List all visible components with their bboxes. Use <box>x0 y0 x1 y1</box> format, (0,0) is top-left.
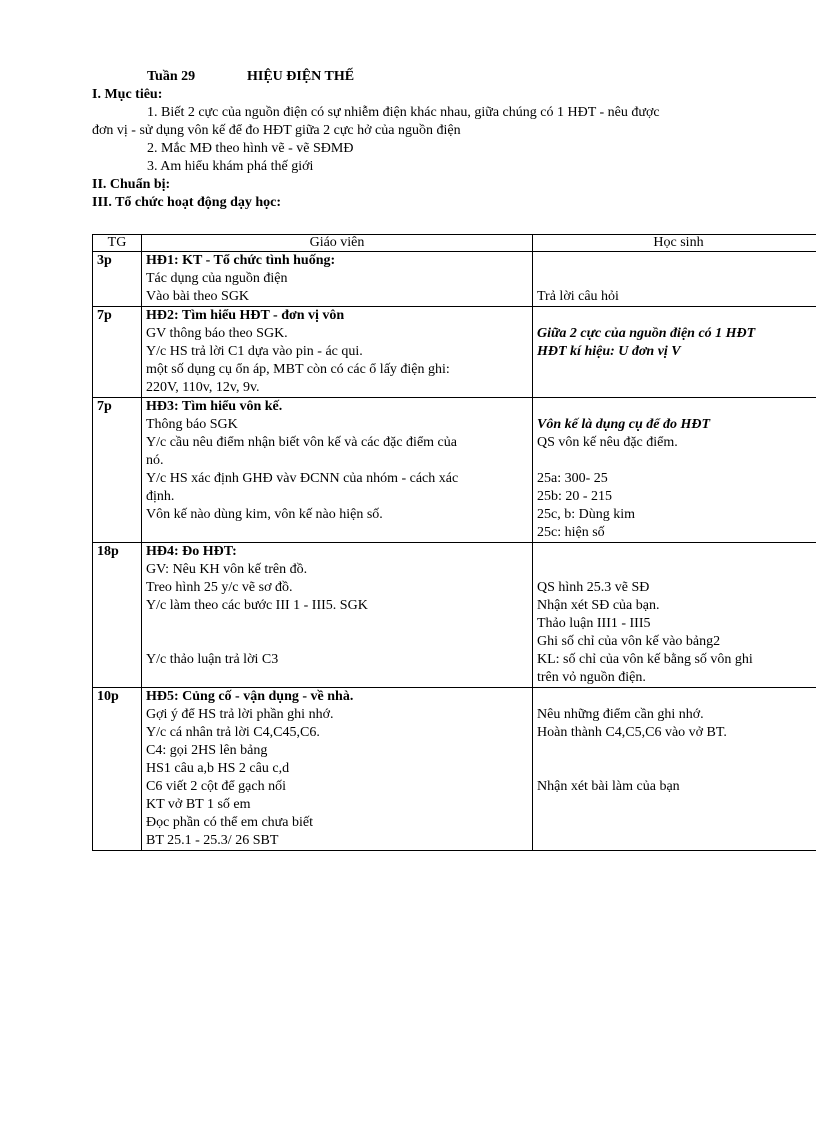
activity-heading: HĐ5: Củng cố - vận dụng - về nhà. <box>146 689 354 704</box>
activity-heading: HĐ2: Tìm hiểu HĐT - đơn vị vôn <box>146 308 345 323</box>
cell-teacher <box>142 543 533 688</box>
teacher-line: Y/c cá nhân trả lời C4,C45,C6. <box>146 725 320 740</box>
teacher-line: Vào bài theo SGK <box>146 289 250 304</box>
student-line <box>537 252 816 270</box>
teacher-line <box>146 633 528 651</box>
student-line: Giữa 2 cực của nguồn điện có 1 HĐT <box>537 326 756 341</box>
teacher-line: Treo hình 25 y/c vẽ sơ đồ. <box>146 580 293 595</box>
activity-heading: HĐ1: KT - Tổ chức tình huống: <box>146 253 336 268</box>
teacher-line: nó. <box>146 453 164 468</box>
student-line: Ghi số chỉ của vôn kế vào bảng2 <box>537 634 721 649</box>
objective-1b: đơn vị - sử dụng vôn kế để đo HĐT giữa 2 cực hở của nguồn điện <box>92 123 461 138</box>
cell-teacher <box>142 688 533 851</box>
header-teacher: Giáo viên <box>142 235 533 252</box>
student-line <box>537 688 816 706</box>
header-student: Học sinh <box>533 235 816 252</box>
teacher-line: C4: gọi 2HS lên bảng <box>146 743 268 758</box>
activity-heading: HĐ3: Tìm hiểu vôn kế. <box>146 399 283 414</box>
cell-student <box>533 252 816 307</box>
objectives-heading: I. Mục tiêu: <box>92 87 163 102</box>
teacher-line: Y/c làm theo các bước III 1 - III5. SGK <box>146 598 368 613</box>
student-line <box>537 398 816 416</box>
cell-student <box>533 543 816 688</box>
student-line <box>537 307 816 325</box>
cell-tg: 7p <box>93 398 142 543</box>
objective-1a: 1. Biết 2 cực của nguồn điện có sự nhiễm điện khác nhau, giữa chúng có 1 HĐT - nêu được <box>147 105 660 120</box>
table-row <box>93 688 816 851</box>
student-line: HĐT kí hiệu: U đơn vị V <box>537 344 681 359</box>
cell-teacher <box>142 252 533 307</box>
student-line: Nhận xét SĐ của bạn. <box>537 598 660 613</box>
student-line <box>537 270 816 288</box>
title-line <box>92 68 792 86</box>
teacher-line <box>146 615 528 633</box>
student-line <box>537 742 816 760</box>
table-row <box>93 252 816 307</box>
student-line: trên vỏ nguồn điện. <box>537 670 646 685</box>
lesson-title: HIỆU ĐIỆN THẾ <box>247 69 355 84</box>
preparation-heading: II. Chuẩn bị: <box>92 177 171 192</box>
table-row <box>93 398 816 543</box>
teacher-line: BT 25.1 - 25.3/ 26 SBT <box>146 833 279 848</box>
teacher-line: C6 viết 2 cột để gạch nối <box>146 779 286 794</box>
teacher-line: HS1 câu a,b HS 2 câu c,d <box>146 761 290 776</box>
objective-3: 3. Am hiểu khám phá thế giới <box>147 159 314 174</box>
spacer <box>146 669 528 687</box>
student-line: QS hình 25.3 vẽ SĐ <box>537 580 650 595</box>
lesson-plan-table <box>92 234 816 851</box>
student-line: KL: số chỉ của vôn kế bằng số vôn ghi <box>537 652 753 667</box>
document-header <box>92 68 792 212</box>
teacher-line: Y/c HS trả lời C1 dựa vào pin - ác qui. <box>146 344 363 359</box>
teacher-line: một số dụng cụ ổn áp, MBT còn có các ổ lấy điện ghi: <box>146 362 450 377</box>
table-row <box>93 307 816 398</box>
week-label: Tuần 29 <box>147 69 196 84</box>
student-line <box>537 760 816 778</box>
student-line: Hoàn thành C4,C5,C6 vào vở BT. <box>537 725 727 740</box>
teacher-line: Tác dụng của nguồn điện <box>146 271 288 286</box>
cell-tg: 3p <box>93 252 142 307</box>
teacher-line: Gợi ý để HS trả lời phần ghi nhớ. <box>146 707 334 722</box>
student-line <box>537 452 816 470</box>
teacher-line: Y/c cầu nêu điểm nhận biết vôn kế và các đặc điểm của <box>146 435 457 450</box>
student-line: Nhận xét bài làm của bạn <box>537 779 680 794</box>
student-line <box>537 561 816 579</box>
student-line: Vôn kế là dụng cụ để đo HĐT <box>537 417 711 432</box>
header-tg: TG <box>93 235 142 252</box>
objective-2: 2. Mắc MĐ theo hình vẽ - vẽ SĐMĐ <box>147 141 354 156</box>
teacher-line: định. <box>146 489 175 504</box>
teacher-line: GV: Nêu KH vôn kế trên đồ. <box>146 562 308 577</box>
cell-tg: 18p <box>93 543 142 688</box>
student-line: Nêu những điểm cần ghi nhớ. <box>537 707 704 722</box>
student-line: 25c, b: Dùng kim <box>537 507 635 522</box>
cell-teacher <box>142 307 533 398</box>
teacher-line: Đọc phần có thể em chưa biết <box>146 815 313 830</box>
teacher-line: KT vở BT 1 số em <box>146 797 251 812</box>
teacher-line: 220V, 110v, 12v, 9v. <box>146 380 260 395</box>
student-line: Trả lời câu hỏi <box>537 289 619 304</box>
student-line: QS vôn kế nêu đặc điểm. <box>537 435 678 450</box>
cell-teacher <box>142 398 533 543</box>
student-line <box>537 543 816 561</box>
teacher-line: Thông báo SGK <box>146 417 238 432</box>
table-row <box>93 543 816 688</box>
cell-student <box>533 307 816 398</box>
cell-tg: 7p <box>93 307 142 398</box>
teacher-line: GV thông báo theo SGK. <box>146 326 288 341</box>
activity-heading: HĐ4: Đo HĐT: <box>146 544 237 559</box>
teacher-line: Y/c HS xác định GHĐ vàv ĐCNN của nhóm - cách xác <box>146 471 459 486</box>
student-line: Thảo luận III1 - III5 <box>537 616 651 631</box>
cell-student <box>533 398 816 543</box>
student-line: 25a: 300- 25 <box>537 471 608 486</box>
student-line: 25c: hiện số <box>537 525 605 540</box>
student-line: 25b: 20 - 215 <box>537 489 613 504</box>
cell-student <box>533 688 816 851</box>
table-header-row <box>93 235 816 252</box>
organization-heading: III. Tổ chức hoạt động dạy học: <box>92 195 282 210</box>
teacher-line: Y/c thảo luận trả lời C3 <box>146 652 279 667</box>
cell-tg: 10p <box>93 688 142 851</box>
teacher-line: Vôn kế nào dùng kim, vôn kế nào hiện số. <box>146 507 383 522</box>
